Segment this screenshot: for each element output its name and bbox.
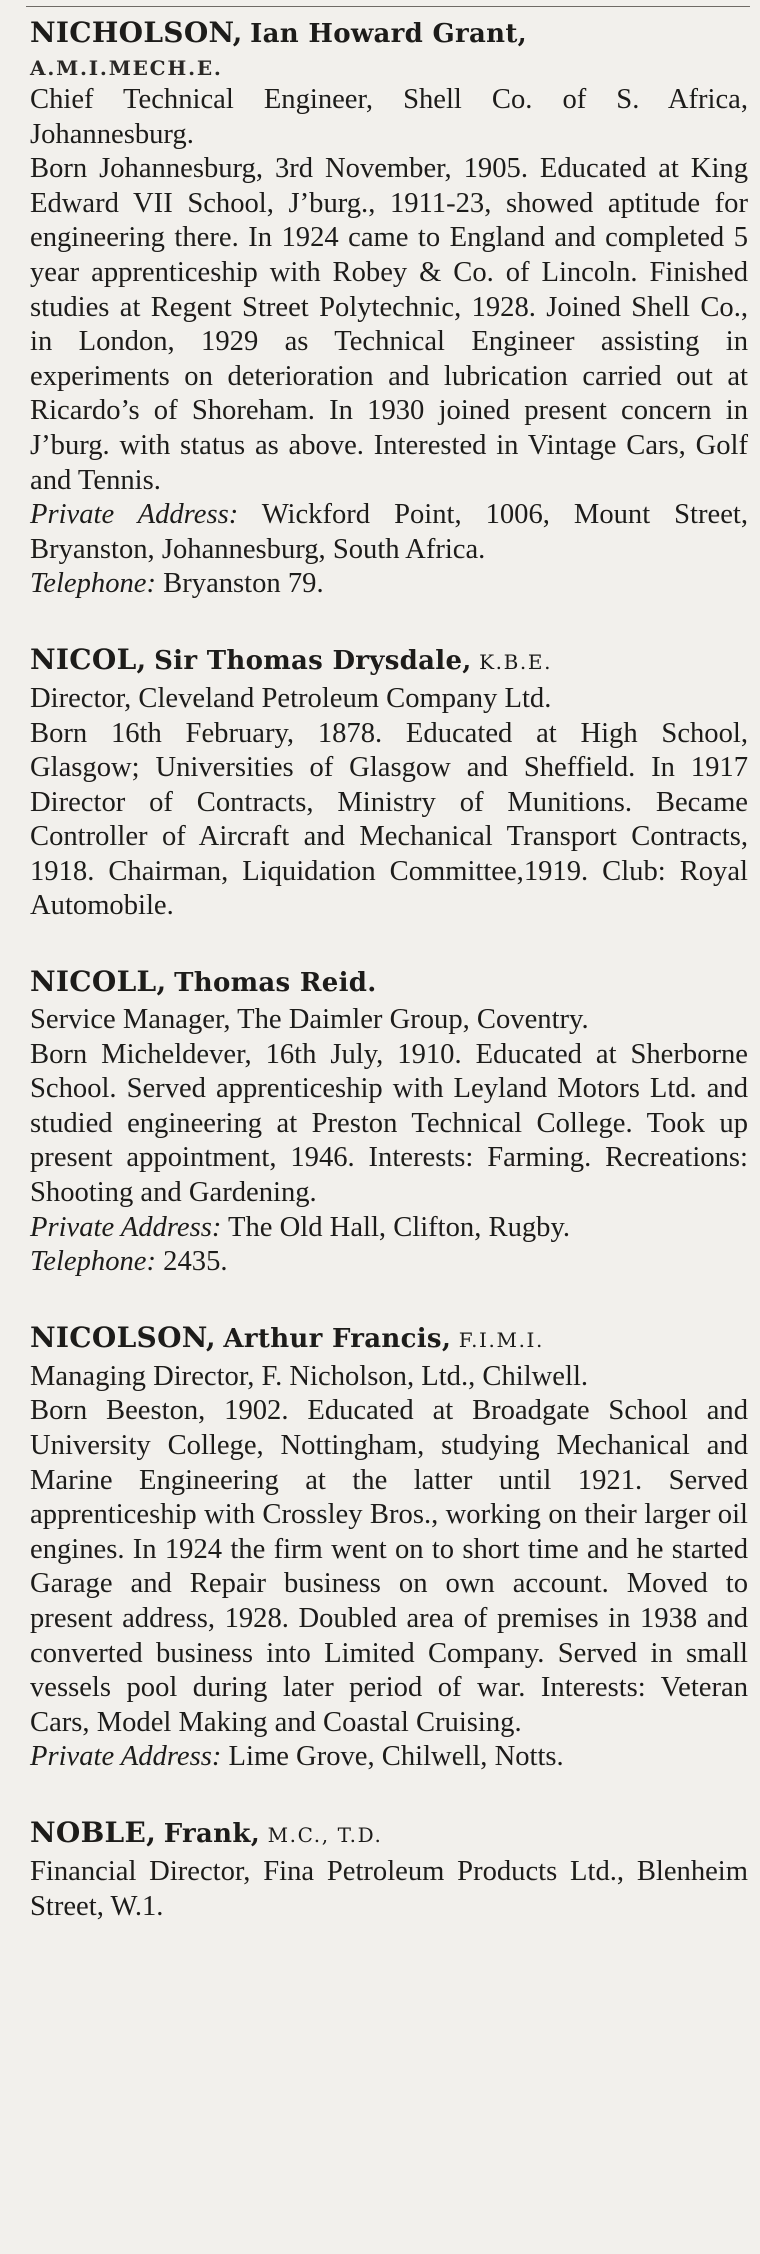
entry-heading <box>30 1813 748 1855</box>
private-address-value: Lime Grove, Chilwell, Notts. <box>228 1741 564 1773</box>
entry-surname: NICHOLSON, <box>30 16 243 49</box>
telephone-value: Bryanston 79. <box>163 568 324 600</box>
private-address-label: Private Address: <box>30 1741 222 1773</box>
entry-biography: Born Beeston, 1902. Educated at Broadgate School and University College, Nottingham, studying Mechanical and Marine Engineering at the latter until 1921. Served apprenticeship with Crossley Bros., working on their larger oil engines. In 1924 the firm went on to short time and he started Garage and Repair business on own account. Moved to present address, 1928. Doubled area of premises in 1938 and converted business into Limited Company. Served in small vessels pool during later period of war. Interests: Veteran Cars, Model Making and Coastal Cruising. <box>30 1395 748 1738</box>
entry-noble <box>30 1813 748 1924</box>
entry-qualifications: M.C., T.D. <box>267 1822 383 1847</box>
entry-given-names: Thomas Reid. <box>174 968 377 999</box>
entry-position: Managing Director, F. Nicholson, Ltd., Chilwell. <box>30 1360 589 1392</box>
entry-biography: Born Micheldever, 16th July, 1910. Educated at Sherborne School. Served apprenticeship with Leyland Motors Ltd. and studied engineering at Preston Technical College. Took up present appointment, 1946. Interests: Farming. Recreations: Shooting and Gardening. <box>30 1038 748 1209</box>
entry-position: Chief Technical Engineer, Shell Co. of S. Africa, Johannesburg. <box>30 84 748 150</box>
private-address-value: Wickford Point, 1006, Mount Street, Bryanston, Johannesburg, South Africa. <box>30 499 748 565</box>
entry-qualifications: F.I.M.I. <box>458 1327 544 1352</box>
entry-biography: Born Johannesburg, 3rd November, 1905. Educated at King Edward VII School, J’burg., 1911-23, showed aptitude for engineering there. In 1924 came to England and completed 5 year apprenticeship with Robey & Co. of Lincoln. Finished studies at Regent Street Polytechnic, 1928. Joined Shell Co., in London, 1929 as Technical Engineer assisting in experiments on deterioration and lubrication carried out at Ricardo’s of Shoreham. In 1930 joined present concern in J’burg. with status as above. Interested in Vintage Cars, Golf and Tennis. <box>30 153 748 496</box>
entry-nicolson <box>30 1318 748 1775</box>
entry-surname: NICOLL, <box>30 965 167 999</box>
entry-heading <box>30 640 748 682</box>
private-address-label: Private Address: <box>30 1211 222 1243</box>
entry-telephone <box>30 567 748 602</box>
entry-nicol <box>30 640 748 924</box>
entry-surname: NICOLSON, <box>30 1320 216 1354</box>
entry-position: Financial Director, Fina Petroleum Products Ltd., Blenheim Street, W.1. <box>30 1855 748 1922</box>
entry-position: Service Manager, The Daimler Group, Coventry. <box>30 1004 589 1036</box>
private-address-value: The Old Hall, Clifton, Rugby. <box>228 1211 571 1243</box>
entry-private-address <box>30 1740 748 1775</box>
entry-heading <box>30 1318 748 1360</box>
entry-nicoll <box>30 962 748 1280</box>
entry-given-names: Ian Howard Grant, <box>250 19 528 49</box>
entry-telephone <box>30 1245 748 1280</box>
telephone-label: Telephone: <box>30 568 157 600</box>
top-rule <box>26 6 750 7</box>
entry-given-names: Sir Thomas Drysdale, <box>154 645 472 676</box>
entry-private-address <box>30 498 748 567</box>
directory-page <box>30 14 748 1962</box>
telephone-label: Telephone: <box>30 1246 157 1278</box>
entry-given-names: Arthur Francis, <box>223 1323 452 1354</box>
entry-nicholson <box>30 14 748 602</box>
entry-private-address <box>30 1211 748 1246</box>
entry-biography: Born 16th February, 1878. Educated at High School, Glasgow; Universities of Glasgow and Sheffield. In 1917 Director of Contracts, Ministry of Munitions. Became Controller of Aircraft and Mechanical Transport Contracts, 1918. Chairman, Liquidation Committee,1919. Club: Royal Automobile. <box>30 717 748 922</box>
telephone-value: 2435. <box>163 1246 228 1278</box>
entry-qualifications: A.M.I.MECH.E. <box>30 56 223 80</box>
entry-qualifications: K.B.E. <box>479 649 553 674</box>
entry-heading <box>30 962 748 1003</box>
entry-surname: NICOL, <box>30 642 147 676</box>
entry-surname: NOBLE, <box>30 1815 157 1849</box>
entry-heading <box>30 14 748 53</box>
private-address-label: Private Address: <box>30 499 239 531</box>
entry-position: Director, Cleveland Petroleum Company Ltd. <box>30 682 552 714</box>
entry-given-names: Frank, <box>163 1818 261 1849</box>
